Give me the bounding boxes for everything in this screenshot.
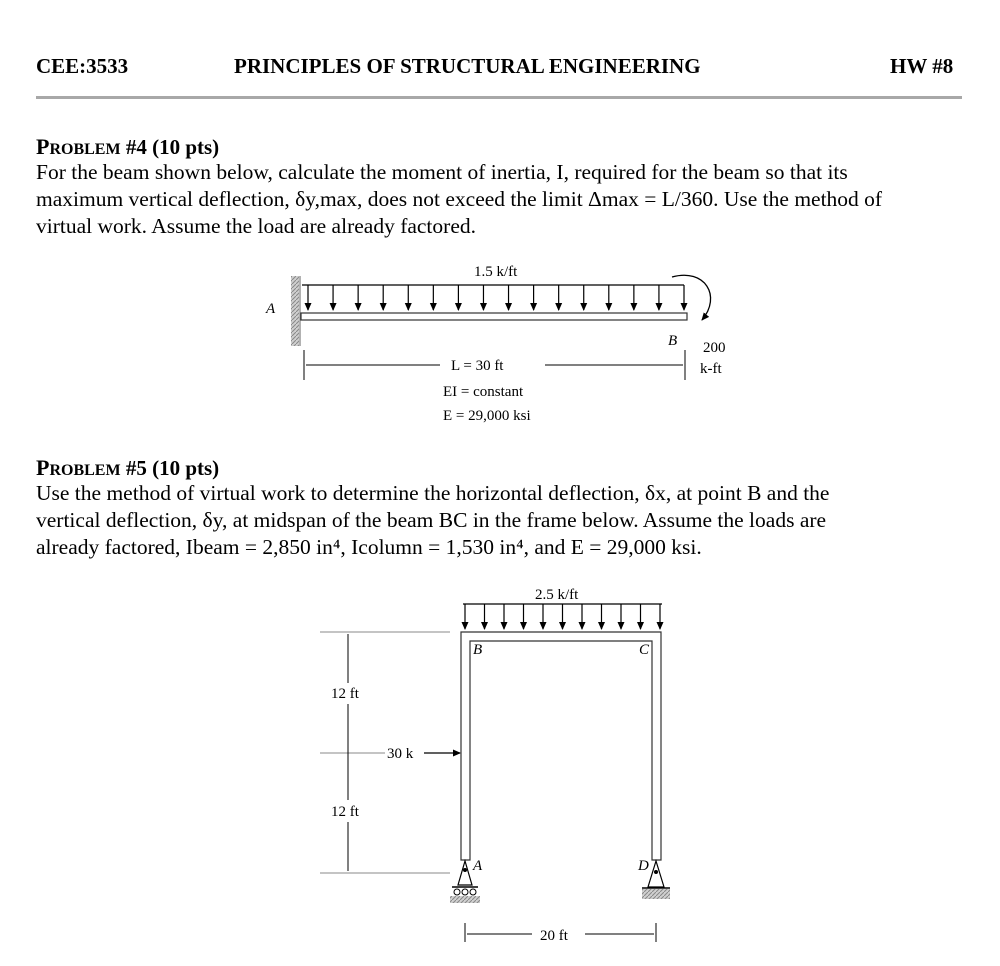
problem-5-line: already factored, Ibeam = 2,850 in⁴, Icolumn = 1,530 in⁴, and E = 29,000 ksi. bbox=[36, 535, 702, 559]
problem-4-title: PROBLEM #4 (10 pts) bbox=[36, 134, 220, 159]
p5-point-c: C bbox=[639, 642, 650, 658]
p5-width-label: 20 ft bbox=[540, 928, 568, 944]
problem-5-line: vertical deflection, δy, at midspan of the beam BC in the frame below. Assume the loads are bbox=[36, 508, 827, 532]
problem-4-line: maximum vertical deflection, δy,max, does not exceed the limit Δmax = L/360. Use the method of bbox=[36, 187, 883, 211]
frame-load-arrows bbox=[465, 604, 660, 629]
p4-e-label: E = 29,000 ksi bbox=[443, 408, 531, 424]
course-code: CEE:3533 bbox=[36, 54, 129, 78]
p4-point-b: B bbox=[668, 333, 678, 349]
p5-height-top: 12 ft bbox=[331, 686, 359, 702]
p5-point-a: A bbox=[473, 858, 483, 874]
distributed-load-arrows bbox=[308, 285, 684, 310]
p5-point-b: B bbox=[473, 642, 483, 658]
p5-load-label: 2.5 k/ft bbox=[535, 587, 579, 603]
course-title: PRINCIPLES OF STRUCTURAL ENGINEERING bbox=[234, 54, 701, 78]
p5-height-bottom: 12 ft bbox=[331, 804, 359, 820]
frame-members bbox=[461, 632, 661, 860]
p4-ei-label: EI = constant bbox=[443, 384, 524, 400]
problem-5-line: Use the method of virtual work to determine the horizontal deflection, δx, at point B and the bbox=[36, 481, 830, 505]
p5-point-d: D bbox=[638, 858, 649, 874]
p4-point-a: A bbox=[266, 301, 276, 317]
p4-length-label: L = 30 ft bbox=[451, 358, 504, 374]
p5-point-load-label: 30 k bbox=[387, 746, 414, 762]
p4-moment-unit: k-ft bbox=[700, 361, 722, 377]
problem-4-line: virtual work. Assume the load are already factored. bbox=[36, 214, 476, 238]
fixed-support-wall bbox=[291, 276, 299, 346]
homework-number: HW #8 bbox=[890, 54, 954, 78]
p4-moment-value: 200 bbox=[703, 340, 726, 356]
frame-figure bbox=[320, 587, 670, 944]
problem-5-title: PROBLEM #5 (10 pts) bbox=[36, 455, 220, 480]
problem-4-line: For the beam shown below, calculate the moment of inertia, I, required for the beam so that its bbox=[36, 160, 848, 184]
cantilever-beam-figure bbox=[265, 264, 726, 424]
beam bbox=[301, 313, 687, 320]
p4-load-label: 1.5 k/ft bbox=[474, 264, 518, 280]
